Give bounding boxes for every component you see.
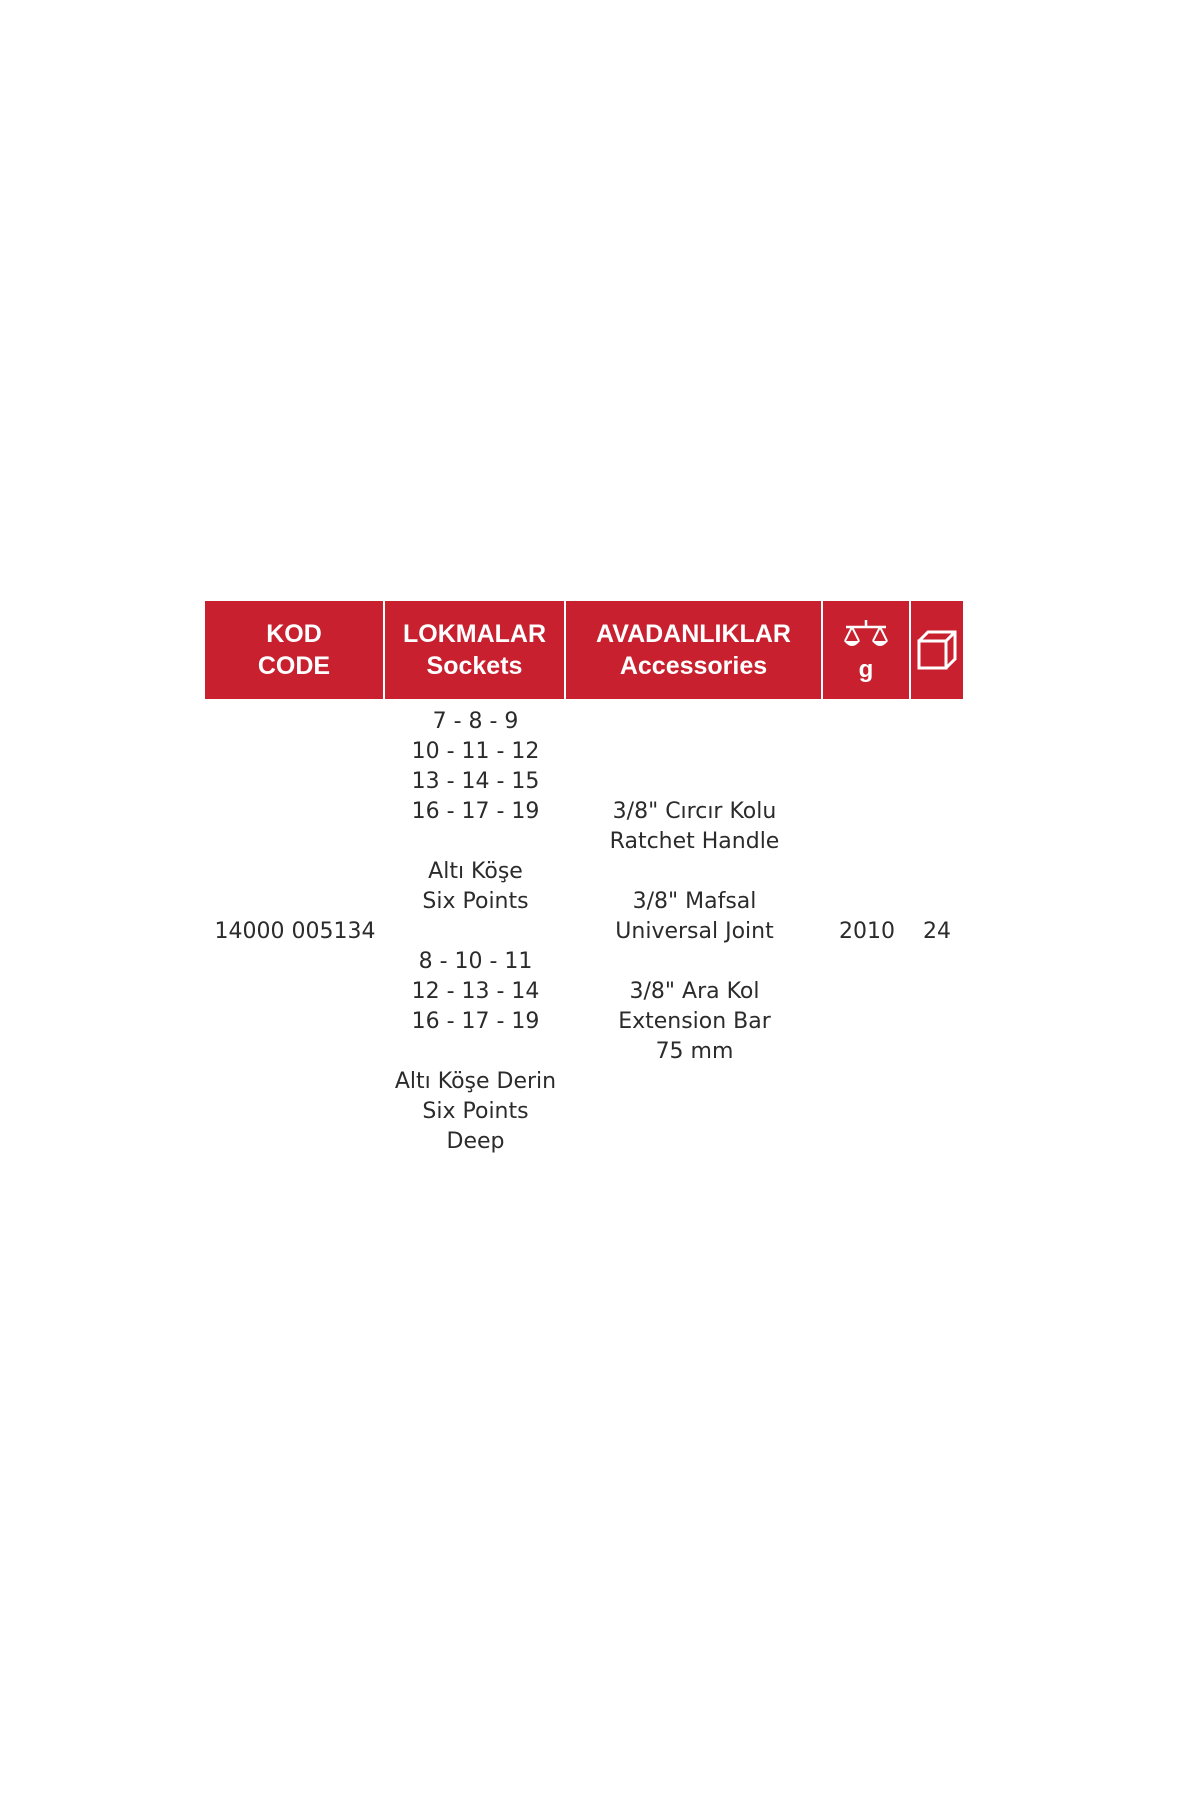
table-row bbox=[205, 699, 963, 1164]
accessory-line: Extension Bar bbox=[618, 1008, 771, 1034]
accessory-line: Ratchet Handle bbox=[609, 828, 780, 854]
cell-accessories bbox=[566, 797, 823, 1067]
accessory-line: 75 mm bbox=[655, 1038, 734, 1064]
accessory-line: 3/8" Cırcır Kolu bbox=[612, 798, 777, 824]
socket-sizes-line: 8 - 10 - 11 bbox=[418, 948, 533, 974]
socket-type-label: Six Points bbox=[422, 888, 529, 914]
header-sockets bbox=[385, 601, 566, 699]
socket-type-label: Altı Köşe bbox=[428, 858, 523, 884]
socket-type-label: Altı Köşe Derin bbox=[394, 1068, 557, 1094]
socket-type-label: Deep bbox=[446, 1128, 505, 1154]
header-sockets-en: Sockets bbox=[426, 652, 523, 680]
header-code bbox=[205, 601, 385, 699]
scale-icon bbox=[841, 618, 891, 654]
header-code-en: CODE bbox=[257, 652, 331, 680]
weight-unit: g bbox=[858, 656, 874, 683]
header-accessories-tr: AVADANLIKLAR bbox=[596, 620, 791, 648]
socket-sizes-line: 12 - 13 - 14 bbox=[411, 978, 540, 1004]
accessory-line: 3/8" Mafsal bbox=[632, 888, 757, 914]
socket-sizes-line: 10 - 11 - 12 bbox=[411, 738, 540, 764]
socket-sizes-line: 16 - 17 - 19 bbox=[411, 1008, 540, 1034]
header-weight bbox=[823, 601, 911, 699]
table-header-row bbox=[205, 601, 963, 699]
header-accessories bbox=[566, 601, 823, 699]
header-sockets-tr: LOKMALAR bbox=[402, 620, 547, 648]
accessory-line: 3/8" Ara Kol bbox=[629, 978, 760, 1004]
socket-sizes-line: 16 - 17 - 19 bbox=[411, 798, 540, 824]
socket-sizes-line: 7 - 8 - 9 bbox=[432, 708, 519, 734]
header-code-tr: KOD bbox=[266, 620, 322, 648]
box-icon bbox=[916, 629, 958, 671]
header-quantity bbox=[911, 601, 963, 699]
cell-sockets bbox=[385, 707, 566, 1157]
socket-type-label: Six Points bbox=[422, 1098, 529, 1124]
spec-table bbox=[205, 601, 963, 1164]
header-accessories-en: Accessories bbox=[619, 652, 768, 680]
cell-code: 14000 005134 bbox=[214, 918, 376, 944]
cell-quantity: 24 bbox=[923, 918, 951, 944]
socket-sizes-line: 13 - 14 - 15 bbox=[411, 768, 540, 794]
accessory-line: Universal Joint bbox=[615, 918, 774, 944]
cell-weight: 2010 bbox=[839, 918, 895, 944]
